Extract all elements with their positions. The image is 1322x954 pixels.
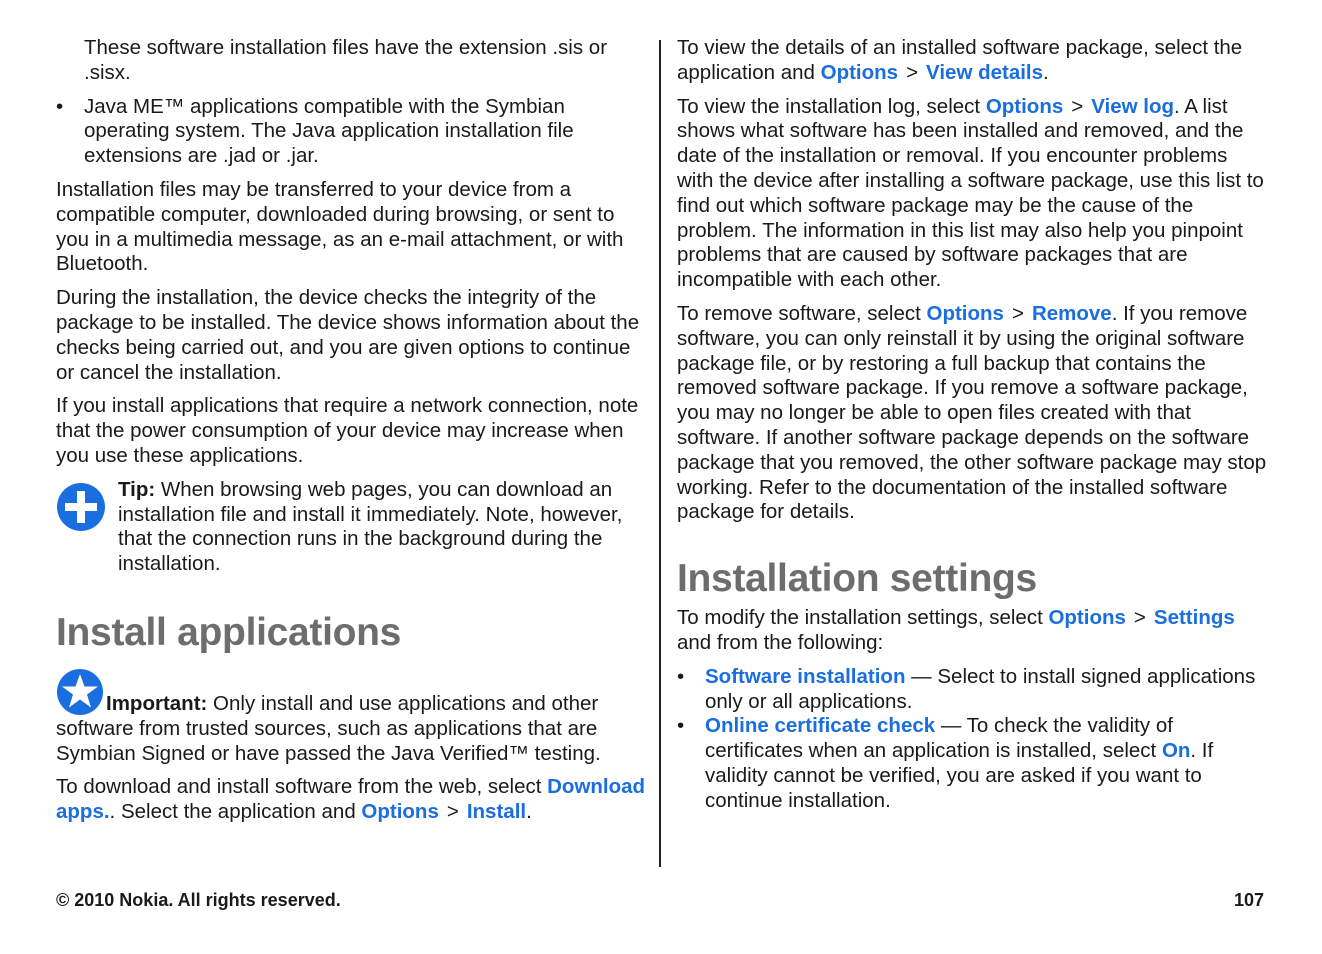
options-link[interactable]: Options [985, 94, 1064, 118]
options-link[interactable]: Options [926, 301, 1004, 325]
installation-settings-heading: Installation settings [677, 557, 1037, 601]
important-note [56, 668, 646, 766]
online-certificate-check-item: • Online certificate check — To check the validity of certificates when an application is installed, select On. If validity cannot be verified, you are asked if you want to continue installation. [677, 714, 1267, 813]
view-log-link[interactable]: View log [1091, 94, 1175, 118]
plus-circle-icon [56, 482, 106, 532]
install-link[interactable]: Install [466, 800, 527, 824]
left-column [56, 36, 646, 834]
tip-label: Tip: [118, 477, 156, 501]
settings-option-list [677, 665, 1267, 814]
java-bullet-list [56, 95, 646, 169]
settings-paragraph: To modify the installation settings, select Options > Settings and from the following: [677, 606, 1235, 654]
tip-block [56, 478, 646, 577]
remove-link[interactable]: Remove [1031, 301, 1112, 325]
intro-sisx-text: These software installation files have the extension .sis or .sisx. [84, 36, 608, 84]
important-label: Important: [106, 691, 208, 715]
menu-separator: > [1071, 94, 1084, 118]
view-details-paragraph: To view the details of an installed software package, select the application and Options > View details. [677, 36, 1243, 84]
remove-paragraph: To remove software, select Options > Remove. If you remove software, you can only reinstall it by using the original software package file, or by restoring a full backup that contains the removed software package. If you remove a software package, you may no longer be able to open files created with that software. If another software package depends on the software package that you removed, the other software package may stop working. Refer to the documentation of the installed software package for details. [677, 301, 1267, 524]
view-log-paragraph: To view the installation log, select Options > View log. A list shows what software has been installed and removed, and the date of the installation or removal. If you encounter problems with the device after installing a software package, use this list to find out which software package may be the cause of the problem. The information in this list may also help you pinpoint problems that are caused by software packages that are incompatible with each other. [677, 94, 1264, 292]
download-paragraph: To download and install software from the web, select Download apps.. Select the application and Options > Install. [56, 775, 646, 824]
menu-separator: > [906, 60, 919, 84]
transfer-paragraph: Installation files may be transferred to your device from a compatible computer, downloaded during browsing, or sent to you in a multimedia message, as an e-mail attachment, or with Bluetooth. [56, 177, 624, 276]
menu-separator: > [1133, 606, 1146, 630]
download-apps-link[interactable]: Download apps. [56, 775, 646, 824]
important-text: Only install and use applications and other software from trusted sources, such as applications that are Symbian Signed or have passed the Java Verified™ testing. [56, 691, 601, 765]
tip-text: When browsing web pages, you can download an installation file and install it immediately. Note, however, that the connection runs in the background during the installation. [118, 477, 623, 576]
copyright-footer: © 2010 Nokia. All rights reserved. [56, 890, 341, 910]
page-number: 107 [1233, 890, 1264, 910]
settings-link[interactable]: Settings [1153, 606, 1235, 630]
right-column [677, 36, 1267, 823]
software-installation-item: • Software installation — Select to install signed applications only or all applications. [677, 665, 1267, 715]
menu-separator: > [446, 800, 459, 824]
install-applications-heading: Install applications [56, 610, 402, 654]
integrity-paragraph: During the installation, the device checks the integrity of the package to be installed. The device shows information about the checks being carried out, and you are given options to continue or cancel the installation. [56, 286, 640, 384]
options-link[interactable]: Options [361, 800, 439, 824]
star-circle-icon [56, 668, 104, 716]
online-certificate-check-link[interactable]: Online certificate check [705, 714, 936, 738]
options-link[interactable]: Options [1048, 606, 1126, 630]
menu-separator: > [1011, 301, 1024, 325]
network-paragraph: If you install applications that require a network connection, note that the power consumption of your device may increase when you use these applications. [56, 394, 639, 467]
software-installation-link[interactable]: Software installation [705, 664, 906, 688]
java-bullet-item: • Java ME™ applications compatible with the Symbian operating system. The Java application installation file extensions are .jad or .jar. [56, 95, 646, 169]
view-details-link[interactable]: View details [926, 60, 1044, 84]
options-link[interactable]: Options [820, 60, 899, 84]
column-divider [659, 40, 661, 867]
on-link[interactable]: On [1161, 739, 1191, 763]
